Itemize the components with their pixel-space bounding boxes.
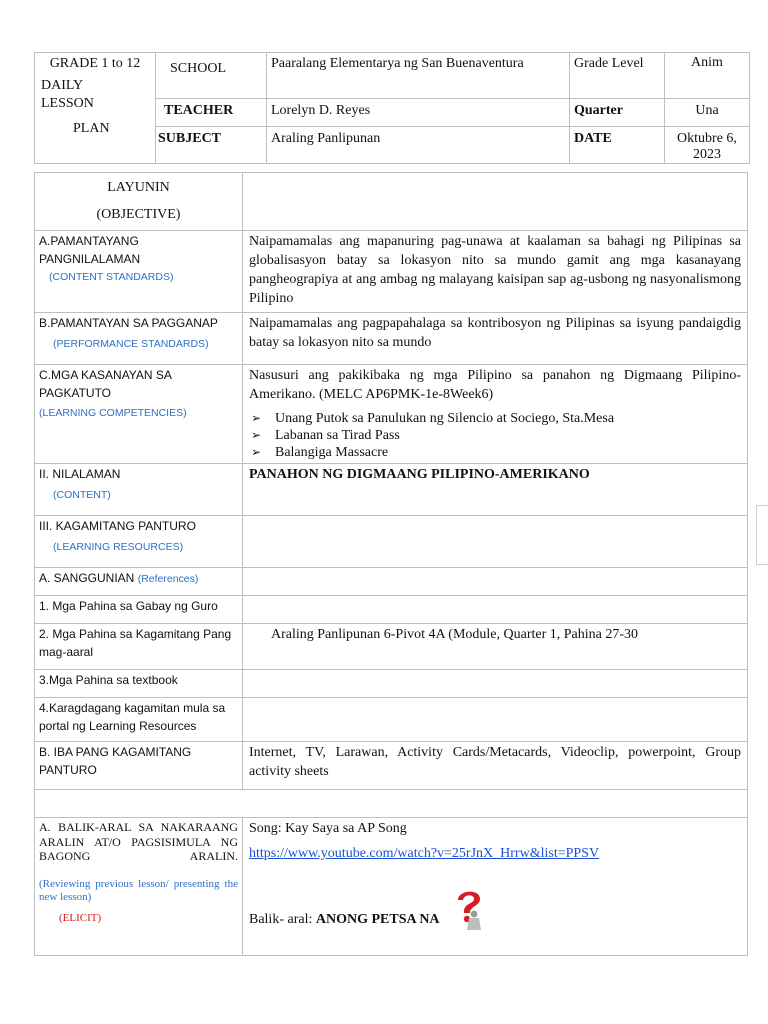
competencies-label-cell: [35, 365, 243, 464]
school-value: Paaralang Elementarya ng San Buenaventura: [267, 53, 570, 99]
review-english: (Reviewing previous lesson/ presenting the new lesson): [39, 877, 238, 903]
teacher-value: Lorelyn D. Reyes: [267, 99, 570, 127]
objective-subtitle: (OBJECTIVE): [96, 206, 181, 222]
content-label-cell: [35, 464, 243, 516]
content-standards-english: (CONTENT STANDARDS): [49, 270, 174, 283]
list-item: ➢ Labanan sa Tirad Pass: [275, 428, 741, 445]
review-label-cell: [35, 818, 243, 956]
question-person-icon: [450, 886, 486, 930]
dlp-plan-line: PLAN: [73, 120, 110, 136]
table-row: [35, 670, 748, 698]
performance-standards-english: (PERFORMANCE STANDARDS): [53, 337, 209, 350]
dlp-lesson-line: LESSON: [41, 96, 94, 112]
portal-resources-blank: [242, 698, 747, 742]
quarter-label: Quarter: [570, 99, 665, 127]
grade-level-label: Grade Level: [570, 53, 665, 99]
teacher-label: TEACHER: [156, 99, 267, 127]
grade-level-value: Anim: [665, 53, 750, 99]
song-link[interactable]: https://www.youtube.com/watch?v=25rJnX_Hrrw&list=PPSV: [248, 846, 600, 862]
learner-materials-text: Araling Panlipunan 6-Pivot 4A (Module, Quarter 1, Pahina 27-30: [242, 624, 747, 670]
content-label: II. NILALAMAN: [39, 467, 121, 482]
header-table: [34, 52, 750, 164]
performance-standards-text: Naipamamalas ang pagpapahalaga sa kontribosyon ng Pilipinas sa isyung pandaigdig batay sa lokasyon nito sa mundo: [242, 313, 747, 365]
school-label: SCHOOL: [156, 53, 267, 99]
textbook-blank: [242, 670, 747, 698]
balik-aral-prefix: Balik- aral:: [248, 912, 316, 928]
list-item: ➢ Unang Putok sa Panulukan ng Silencio at Sociego, Sta.Mesa: [275, 411, 741, 428]
dlp-daily-line: DAILY: [41, 78, 84, 94]
balik-aral-line: [249, 886, 741, 930]
resources-label: III. KAGAMITANG PANTURO: [39, 519, 196, 534]
objective-header: [35, 173, 243, 231]
learner-materials-label: 2. Mga Pahina sa Kagamitang Pang mag-aaral: [35, 624, 243, 670]
table-row: [35, 464, 748, 516]
competencies-list: [249, 411, 741, 461]
portal-resources-label: 4.Karagdagang kagamitan mula sa portal ng Learning Resources: [35, 698, 243, 742]
other-materials-text: Internet, TV, Larawan, Activity Cards/Metacards, Videoclip, powerpoint, Group activity sheets: [242, 742, 747, 790]
performance-standards-label-cell: [35, 313, 243, 365]
elicit-tag: (ELICIT): [59, 911, 102, 924]
table-row: [35, 698, 748, 742]
lesson-plan-table: [34, 172, 748, 956]
table-row: [35, 596, 748, 624]
competencies-text: Nasusuri ang pakikibaka ng mga Pilipino sa panahon ng Digmaang Pilipino-Amerikano. (MELC AP6PMK-1e-8Week6): [248, 368, 741, 403]
competencies-label: C.MGA KASANAYAN SA PAGKATUTO: [39, 368, 172, 400]
references-label: A. SANGGUNIAN: [39, 571, 135, 586]
table-row: [35, 173, 748, 231]
objective-title: LAYUNIN: [107, 180, 170, 195]
table-row: [35, 790, 748, 818]
content-standards-text: Naipamamalas ang mapanuring pag-unawa at kaalaman sa bahagi ng Pilipinas sa globalisasyon batay sa lokasyon nito sa mundo gamit ang mga kasanayang pangheograpiya at ang ambag ng malayang kaisipan sap ag-usbong ng nasyonalismong Pilipino: [242, 231, 747, 313]
other-materials-label: B. IBA PANG KAGAMITANG PANTURO: [35, 742, 243, 790]
balik-aral-question: ANONG PETSA NA: [315, 912, 440, 928]
table-row: [35, 231, 748, 313]
references-blank: [242, 568, 747, 596]
table-row: [35, 365, 748, 464]
table-row: [35, 313, 748, 365]
teacher-guide-label: 1. Mga Pahina sa Gabay ng Guro: [35, 596, 243, 624]
table-row: [35, 818, 748, 956]
competencies-cell: [242, 365, 747, 464]
song-text: Song: Kay Saya sa AP Song: [248, 821, 407, 837]
references-label-cell: [35, 568, 243, 596]
review-label: A. BALIK-ARAL SA NAKARAANG ARALIN AT/O PAGSISIMULA NG BAGONG ARALIN.: [39, 820, 238, 864]
content-standards-label: A.PAMANTAYANG PANGNILALAMAN: [39, 234, 141, 266]
review-cell: [242, 818, 747, 956]
competencies-english: (LEARNING COMPETENCIES): [39, 406, 187, 419]
date-label: DATE: [570, 127, 665, 164]
table-row: [35, 742, 748, 790]
resources-label-cell: [35, 516, 243, 568]
resources-english: (LEARNING RESOURCES): [53, 540, 184, 553]
list-item: ➢ Balangiga Massacre: [275, 445, 741, 462]
subject-label: SUBJECT: [156, 127, 267, 164]
teacher-guide-blank: [242, 596, 747, 624]
objective-blank: [242, 173, 747, 231]
table-row: [35, 624, 748, 670]
content-standards-label-cell: [35, 231, 243, 313]
resources-blank: [242, 516, 747, 568]
content-text: PANAHON NG DIGMAANG PILIPINO-AMERIKANO: [242, 464, 747, 516]
performance-standards-label: B.PAMANTAYAN SA PAGGANAP: [39, 316, 218, 331]
references-english: (References): [137, 573, 199, 586]
quarter-value: Una: [665, 99, 750, 127]
side-scroll-tab[interactable]: [756, 505, 768, 565]
dlp-grade-line: GRADE 1 to 12: [49, 56, 141, 71]
textbook-label: 3.Mga Pahina sa textbook: [35, 670, 243, 698]
date-value: Oktubre 6, 2023: [665, 127, 750, 164]
subject-value: Araling Panlipunan: [267, 127, 570, 164]
content-english: (CONTENT): [53, 488, 111, 501]
spacer-row: [35, 790, 748, 818]
table-row: [35, 568, 748, 596]
table-row: [35, 516, 748, 568]
dlp-title-cell: [35, 53, 156, 164]
